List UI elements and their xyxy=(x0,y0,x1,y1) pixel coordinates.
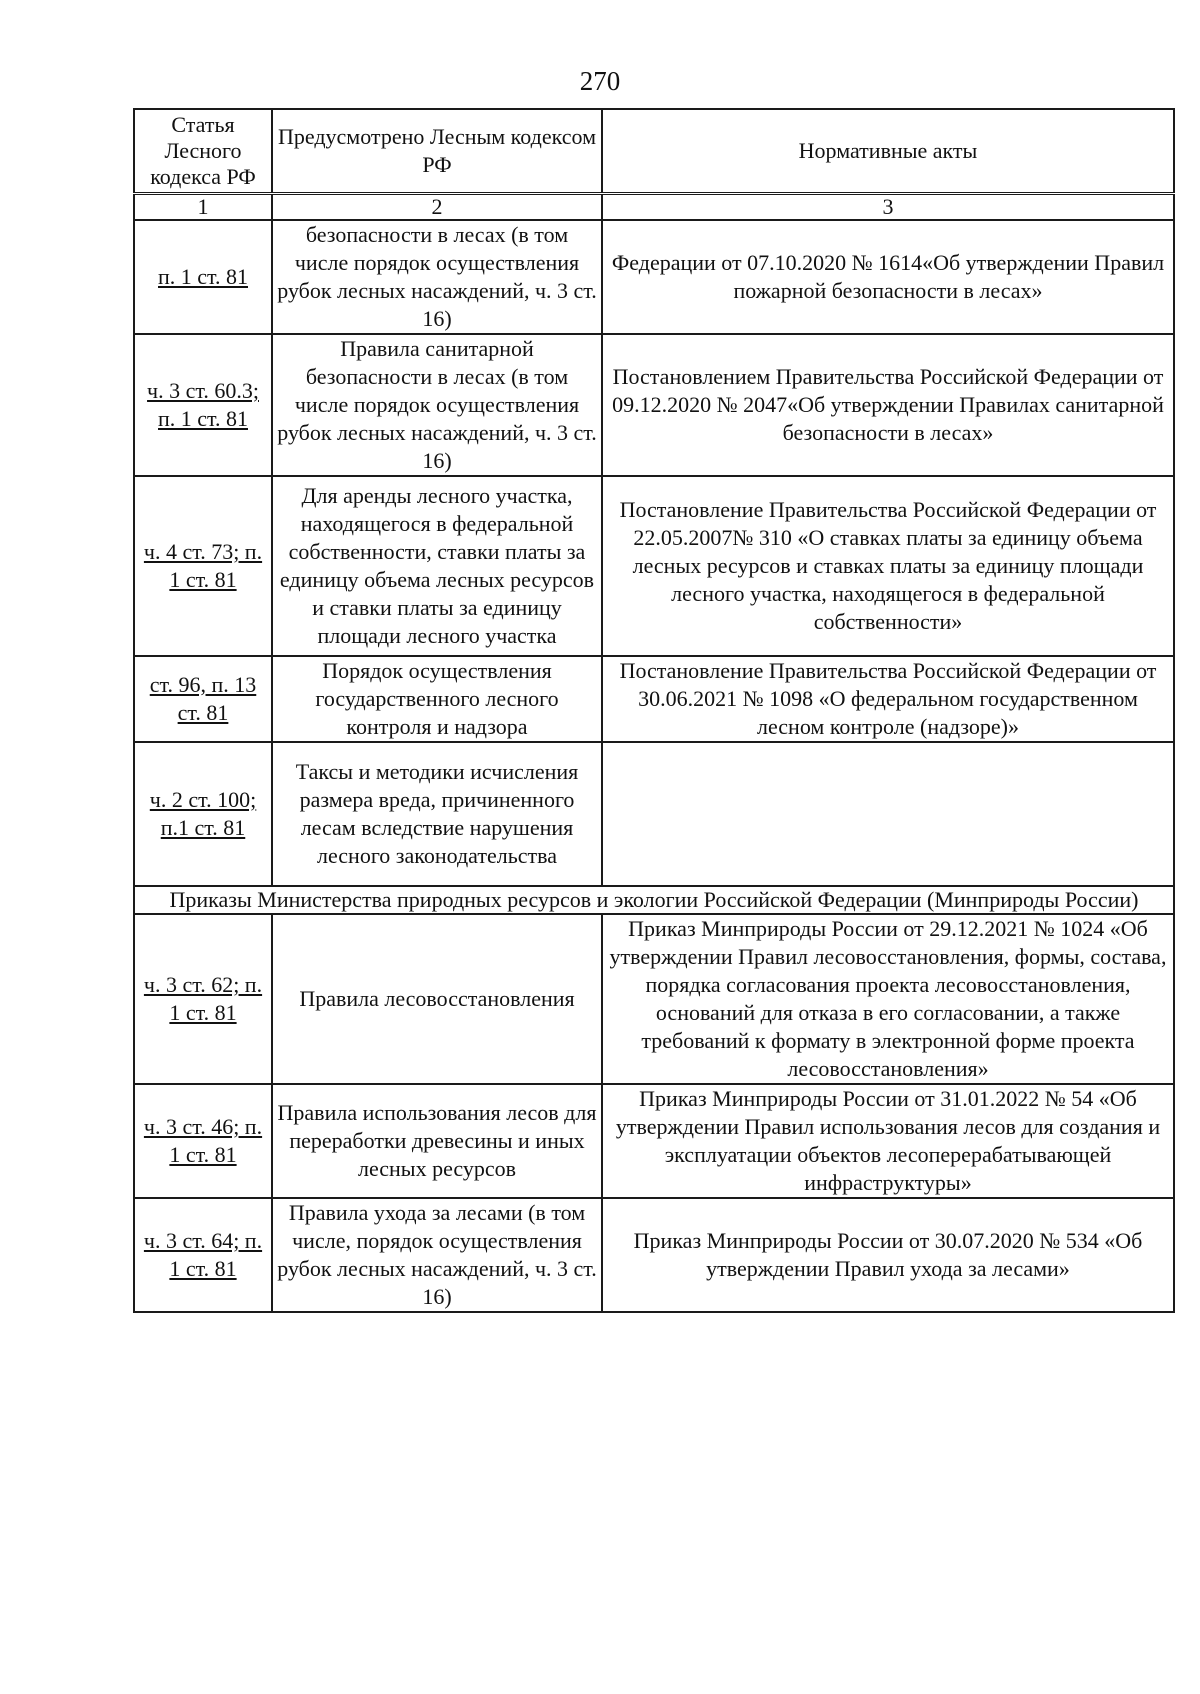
header-acts: Нормативные акты xyxy=(602,109,1174,194)
article-reference[interactable]: ст. 96, п. 13 ст. 81 xyxy=(134,656,272,742)
acts-cell: Федерации от 07.10.2020 № 1614«Об утверждении Правил пожарной безопасности в лесах» xyxy=(602,220,1174,334)
column-number-row xyxy=(134,194,1174,221)
acts-cell: Постановление Правительства Российской Федерации от 22.05.2007№ 310 «О ставках платы за единицу объема лесных ресурсов и ставках платы за единицу площади лесного участка, находящегося в федеральной собственности» xyxy=(602,476,1174,656)
acts-cell: Приказ Минприроды России от 30.07.2020 № 534 «Об утверждении Правил ухода за лесами» xyxy=(602,1198,1174,1312)
acts-cell: Постановление Правительства Российской Федерации от 30.06.2021 № 1098 «О федеральном государственном лесном контроле (надзоре)» xyxy=(602,656,1174,742)
provided-cell: Правила ухода за лесами (в том числе, порядок осуществления рубок лесных насаждений, ч. 3 ст. 16) xyxy=(272,1198,602,1312)
table-row xyxy=(134,220,1174,334)
table-row xyxy=(134,1084,1174,1198)
table-row xyxy=(134,1198,1174,1312)
table-row xyxy=(134,334,1174,476)
table-row xyxy=(134,914,1174,1084)
column-number: 3 xyxy=(602,194,1174,221)
acts-cell: Приказ Минприроды России от 31.01.2022 № 54 «Об утверждении Правил использования лесов для создания и эксплуатации объектов лесоперерабатывающей инфраструктуры» xyxy=(602,1084,1174,1198)
legal-acts-table xyxy=(133,108,1175,1313)
column-number: 2 xyxy=(272,194,602,221)
acts-cell: Постановлением Правительства Российской Федерации от 09.12.2020 № 2047«Об утверждении Правилах санитарной безопасности в лесах» xyxy=(602,334,1174,476)
article-reference[interactable]: ч. 3 ст. 62; п. 1 ст. 81 xyxy=(134,914,272,1084)
provided-cell: Правила использования лесов для переработки древесины и иных лесных ресурсов xyxy=(272,1084,602,1198)
table-header-row xyxy=(134,109,1174,194)
table-row xyxy=(134,656,1174,742)
provided-cell: Для аренды лесного участка, находящегося в федеральной собственности, ставки платы за единицу объема лесных ресурсов и ставки платы за единицу площади лесного участка xyxy=(272,476,602,656)
article-reference[interactable]: п. 1 ст. 81 xyxy=(134,220,272,334)
provided-cell: безопасности в лесах (в том числе порядок осуществления рубок лесных насаждений, ч. 3 ст. 16) xyxy=(272,220,602,334)
article-reference[interactable]: ч. 3 ст. 46; п. 1 ст. 81 xyxy=(134,1084,272,1198)
provided-cell: Правила лесовосстановления xyxy=(272,914,602,1084)
table-row xyxy=(134,476,1174,656)
page-number: 270 xyxy=(579,66,621,96)
column-number: 1 xyxy=(134,194,272,221)
table-row xyxy=(134,742,1174,886)
provided-cell: Порядок осуществления государственного лесного контроля и надзора xyxy=(272,656,602,742)
header-article: Статья Лесного кодекса РФ xyxy=(134,109,272,194)
provided-cell: Правила санитарной безопасности в лесах (в том числе порядок осуществления рубок лесных насаждений, ч. 3 ст. 16) xyxy=(272,334,602,476)
section-heading: Приказы Министерства природных ресурсов и экологии Российской Федерации (Минприроды России) xyxy=(134,886,1174,914)
header-provided: Предусмотрено Лесным кодексом РФ xyxy=(272,109,602,194)
article-reference[interactable]: ч. 3 ст. 64; п. 1 ст. 81 xyxy=(134,1198,272,1312)
article-reference[interactable]: ч. 2 ст. 100; п.1 ст. 81 xyxy=(134,742,272,886)
acts-cell xyxy=(602,742,1174,886)
article-reference[interactable]: ч. 3 ст. 60.3; п. 1 ст. 81 xyxy=(134,334,272,476)
provided-cell: Таксы и методики исчисления размера вреда, причиненного лесам вследствие нарушения лесного законодательства xyxy=(272,742,602,886)
article-reference[interactable]: ч. 4 ст. 73; п. 1 ст. 81 xyxy=(134,476,272,656)
acts-cell: Приказ Минприроды России от 29.12.2021 № 1024 «Об утверждении Правил лесовосстановления, формы, состава, порядка согласования проекта лесовосстановления, оснований для отказа в его согласовании, а также требований к формату в электронной форме проекта лесовосстановления» xyxy=(602,914,1174,1084)
section-heading-row xyxy=(134,886,1174,914)
